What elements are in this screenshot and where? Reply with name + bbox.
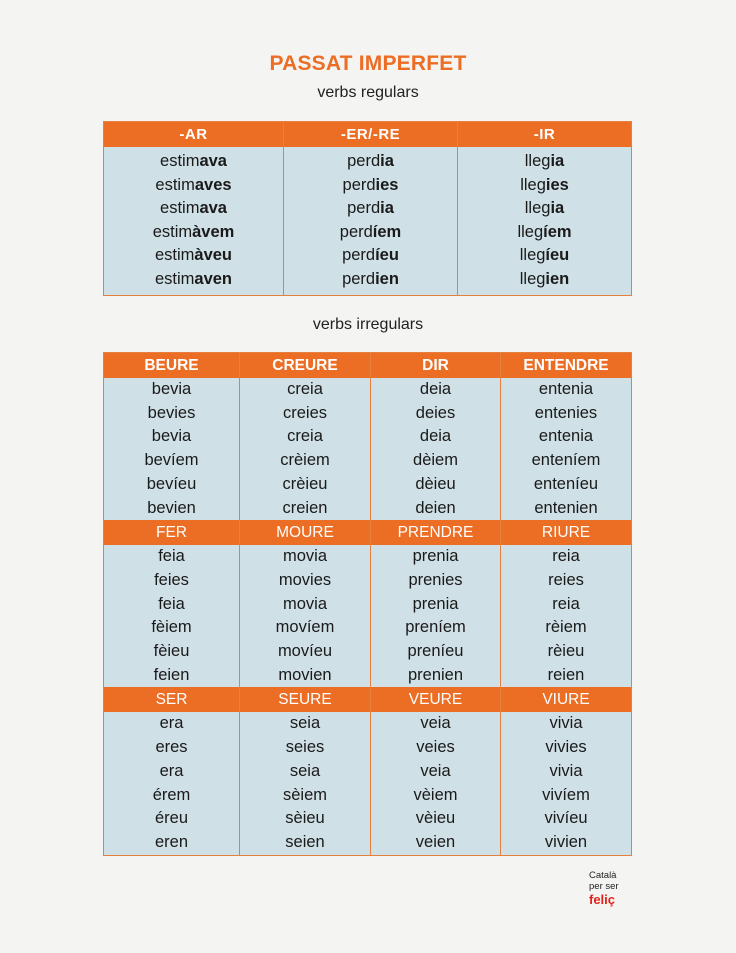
conjugation-cell: preníeu (371, 640, 501, 664)
conjugation-cell (104, 147, 284, 174)
conjugation-cell: eren (154, 832, 189, 851)
verb-ending: ava (199, 199, 227, 218)
conjugation-cell (458, 147, 632, 174)
conjugation-cell: dèieu (371, 473, 501, 497)
conjugation-cell: veies (371, 736, 501, 760)
table-row (104, 425, 632, 449)
verb-stem: perd (339, 222, 373, 241)
conjugation-cell: movien (240, 664, 371, 688)
verb-stem: estim (160, 199, 200, 218)
conjugation-cell (458, 244, 632, 268)
conjugation-cell: vèiem (371, 784, 501, 808)
conjugation-cell: feia (158, 547, 185, 566)
conjugation-cell: entenia (501, 425, 632, 449)
conjugation-cell (458, 221, 632, 245)
verb-ending: ien (375, 269, 399, 288)
table-row (104, 378, 632, 402)
verb-header: SER (104, 687, 240, 712)
conjugation-cell: veia (371, 760, 501, 784)
conjugation-cell: vivies (501, 736, 632, 760)
column-header-ar: -AR (104, 122, 284, 148)
verb-ending: àveu (194, 246, 233, 265)
conjugation-cell: bevia (151, 380, 192, 398)
verb-stem: estim (154, 269, 195, 288)
verb-header: RIURE (501, 520, 632, 545)
conjugation-cell: dèiem (371, 449, 501, 473)
verb-header: CREURE (240, 353, 371, 379)
verb-ending: ia (550, 152, 565, 170)
conjugation-cell (104, 221, 284, 245)
verb-stem: lleg (517, 222, 544, 241)
verb-ending: ia (380, 199, 394, 218)
table-row (104, 147, 632, 174)
verb-header: MOURE (240, 520, 371, 545)
verb-ending: aves (194, 175, 232, 194)
verb-ending: ies (545, 175, 569, 194)
verb-stem: perd (347, 152, 381, 170)
conjugation-cell: vèieu (371, 807, 501, 831)
verb-header: DIR (371, 353, 501, 379)
conjugation-cell: feies (154, 570, 189, 589)
table-row (104, 736, 632, 760)
verb-ending: ava (199, 152, 227, 170)
table-row (104, 402, 632, 426)
conjugation-cell: creien (240, 497, 371, 521)
conjugation-cell (284, 268, 458, 295)
table-row (104, 831, 632, 855)
verb-ending: ia (550, 199, 565, 218)
column-header-ir: -IR (458, 122, 632, 148)
conjugation-cell: entenien (501, 497, 632, 521)
table-row (104, 221, 632, 245)
conjugation-cell: vivíem (501, 784, 632, 808)
logo-line-2: per ser (589, 880, 619, 892)
verb-stem: lleg (524, 199, 551, 218)
conjugation-cell: crèiem (240, 449, 371, 473)
conjugation-cell: rèieu (501, 640, 632, 664)
conjugation-cell: bevia (151, 427, 192, 446)
verb-header: SEURE (240, 687, 371, 712)
conjugation-cell: enteníem (501, 449, 632, 473)
verb-ending: íeu (375, 246, 399, 265)
table-row (104, 449, 632, 473)
conjugation-cell: deia (371, 378, 501, 402)
conjugation-cell: veia (371, 712, 501, 736)
irregular-verbs-subtitle: verbs irregulars (312, 316, 424, 333)
conjugation-cell: eres (155, 738, 188, 757)
table-row (104, 593, 632, 617)
verb-ending: ies (375, 175, 399, 194)
conjugation-cell: érem (152, 785, 191, 804)
table-row (104, 712, 632, 736)
conjugation-cell (458, 197, 632, 221)
verb-header: VIURE (501, 687, 632, 712)
conjugation-cell (104, 174, 284, 198)
verb-stem: perd (342, 175, 376, 194)
table-row (104, 616, 632, 640)
conjugation-cell: prenien (371, 664, 501, 688)
verb-ending: íem (372, 222, 402, 241)
verb-ending: íem (543, 222, 572, 241)
conjugation-cell: movíem (240, 616, 371, 640)
conjugation-cell: prenia (371, 545, 501, 569)
conjugation-cell: sèieu (240, 807, 371, 831)
verb-stem: lleg (519, 246, 546, 265)
conjugation-cell: rèiem (501, 616, 632, 640)
conjugation-cell: movies (240, 569, 371, 593)
conjugation-cell: reia (501, 593, 632, 617)
conjugation-cell (284, 221, 458, 245)
verb-stem: lleg (519, 269, 546, 288)
logo-line-3: feliç (589, 892, 616, 907)
verb-ending: ia (380, 152, 394, 170)
verb-header-row (104, 687, 632, 712)
regular-verbs-table (103, 121, 632, 296)
logo (589, 871, 639, 907)
verb-header: FER (104, 520, 240, 545)
column-header-er-re: -ER/-RE (284, 122, 458, 148)
conjugation-cell: creia (240, 378, 371, 402)
conjugation-cell: prenia (371, 593, 501, 617)
conjugation-cell: movia (240, 545, 371, 569)
table-row (104, 174, 632, 198)
verb-stem: estim (155, 175, 195, 194)
table-row (104, 664, 632, 688)
conjugation-cell: vivia (501, 712, 632, 736)
verb-ending: ien (545, 269, 570, 288)
table-row (104, 807, 632, 831)
table-row (104, 784, 632, 808)
irregular-verbs-table (103, 352, 632, 856)
conjugation-cell: feia (158, 594, 185, 613)
verb-ending: íeu (545, 246, 570, 265)
conjugation-cell: reien (501, 664, 632, 688)
verb-header: VEURE (371, 687, 501, 712)
conjugation-cell: vivia (501, 760, 632, 784)
verb-ending: àvem (192, 222, 235, 241)
conjugation-cell: era (159, 714, 184, 733)
verb-header-row (104, 520, 632, 545)
verb-header: ENTENDRE (501, 353, 632, 379)
logo-line-1: Català (589, 870, 617, 881)
conjugation-cell: movíeu (240, 640, 371, 664)
conjugation-cell: bevíem (144, 451, 199, 470)
table-row (104, 640, 632, 664)
verb-stem: perd (347, 199, 381, 218)
conjugation-cell: vivíeu (501, 807, 632, 831)
table-row (104, 197, 632, 221)
table-row (104, 497, 632, 521)
conjugation-cell: seia (240, 760, 371, 784)
verb-ending: aven (194, 269, 233, 288)
conjugation-cell: bevíeu (146, 474, 197, 493)
verb-stem: lleg (520, 175, 546, 194)
table-row (104, 244, 632, 268)
verb-stem: perd (342, 269, 376, 288)
table-row (104, 545, 632, 569)
verb-stem: estim (154, 246, 195, 265)
conjugation-cell: prenies (371, 569, 501, 593)
conjugation-cell (284, 244, 458, 268)
conjugation-cell: crèieu (240, 473, 371, 497)
table-row (104, 473, 632, 497)
conjugation-cell: fèieu (153, 642, 190, 661)
conjugation-cell (284, 197, 458, 221)
conjugation-cell (104, 197, 284, 221)
conjugation-cell: deien (371, 497, 501, 521)
verb-stem: lleg (524, 152, 551, 170)
conjugation-cell: reia (501, 545, 632, 569)
conjugation-cell (458, 268, 632, 295)
conjugation-cell: deies (371, 402, 501, 426)
conjugation-cell: reies (501, 569, 632, 593)
conjugation-cell (284, 147, 458, 174)
verb-stem: perd (342, 246, 376, 265)
regular-verbs-subtitle: verbs regulars (317, 84, 419, 101)
conjugation-cell (104, 268, 284, 295)
conjugation-cell: movia (240, 593, 371, 617)
conjugation-cell (284, 174, 458, 198)
page-title: PASSAT IMPERFET (269, 52, 467, 75)
conjugation-cell (104, 244, 284, 268)
conjugation-cell (458, 174, 632, 198)
conjugation-cell: seia (240, 712, 371, 736)
conjugation-cell: preníem (371, 616, 501, 640)
verb-header: PRENDRE (371, 520, 501, 545)
conjugation-cell: veien (371, 831, 501, 855)
conjugation-cell: era (159, 761, 184, 780)
conjugation-cell: bevien (147, 498, 196, 517)
conjugation-cell: enteníeu (501, 473, 632, 497)
conjugation-cell: creies (240, 402, 371, 426)
verb-stem: estim (160, 152, 200, 170)
conjugation-cell: seies (240, 736, 371, 760)
table-row (104, 569, 632, 593)
conjugation-cell: seien (240, 831, 371, 855)
conjugation-cell: deia (371, 425, 501, 449)
verb-header-row (104, 353, 632, 379)
conjugation-cell: entenies (501, 402, 632, 426)
verb-stem: estim (152, 222, 193, 241)
verb-header: BEURE (104, 353, 240, 379)
conjugation-cell: éreu (154, 809, 189, 828)
conjugation-cell: creia (240, 425, 371, 449)
conjugation-cell: bevies (147, 403, 196, 422)
conjugation-cell: fèiem (151, 618, 192, 637)
conjugation-cell: entenia (501, 378, 632, 402)
conjugation-cell: sèiem (240, 784, 371, 808)
conjugation-cell: feien (153, 665, 190, 684)
table-row (104, 760, 632, 784)
table-row (104, 268, 632, 295)
conjugation-cell: vivien (501, 831, 632, 855)
